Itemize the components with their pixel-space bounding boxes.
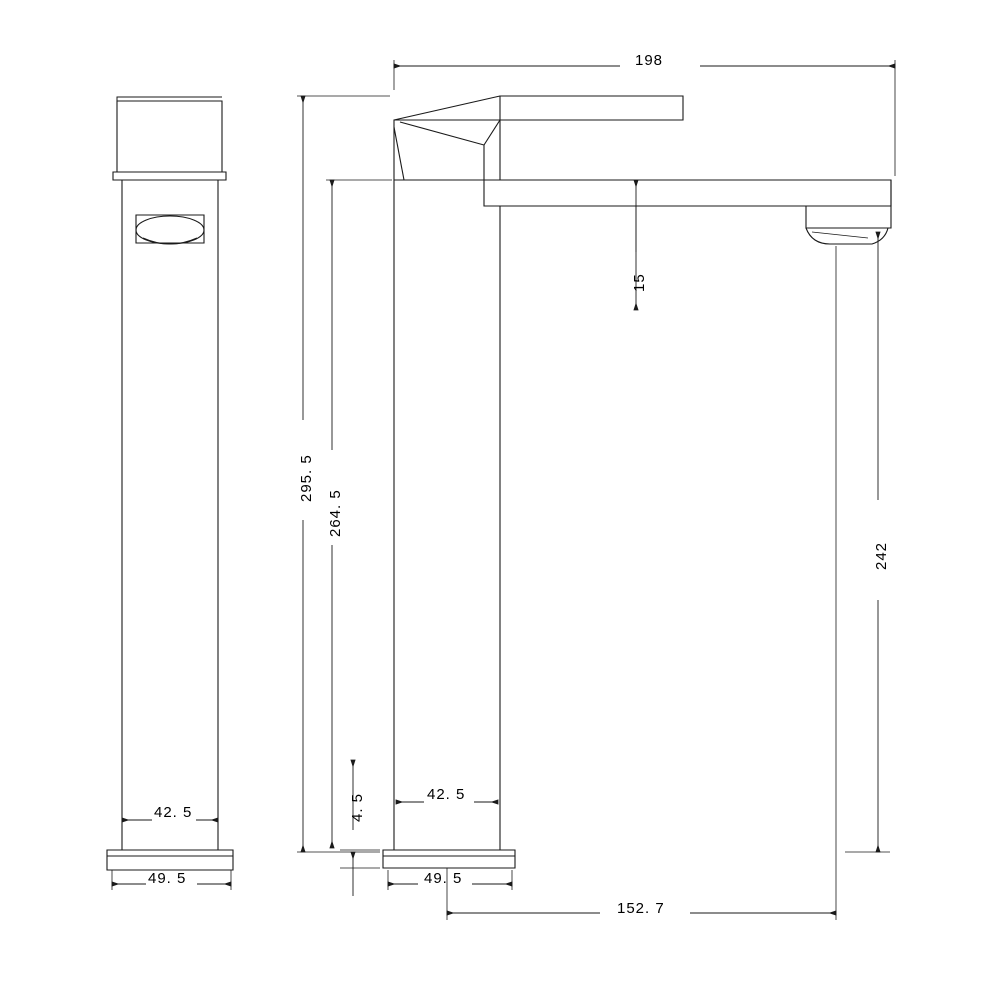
front-body-column <box>394 180 500 850</box>
front-handle-lever <box>500 96 683 120</box>
dimension-label-spout-length: 198 <box>635 52 664 69</box>
dimension-label-body-height: 264. 5 <box>327 489 344 537</box>
front-elevation-view <box>383 96 891 868</box>
front-spout-drop <box>806 180 891 228</box>
front-handle-detail-3 <box>484 120 500 145</box>
side-handle-block <box>117 101 222 172</box>
front-handle-detail-2 <box>400 122 484 180</box>
front-handle-chamfer <box>394 96 500 120</box>
dimension-label-base-thickness: 4. 5 <box>349 792 366 822</box>
side-elevation-view <box>107 97 233 870</box>
side-handle-base <box>113 172 226 180</box>
dimension-label-base-width-front: 49. 5 <box>424 870 463 887</box>
dimension-label-spout-reach: 152. 7 <box>617 900 665 917</box>
dimension-label-body-width-side: 42. 5 <box>154 804 193 821</box>
front-spout-outlet-line <box>812 232 868 238</box>
side-body-column <box>122 180 218 850</box>
dimension-label-spout-thickness: 15 <box>631 273 648 292</box>
dimension-label-body-width-front: 42. 5 <box>427 786 466 803</box>
dimension-label-spout-height: 242 <box>873 541 890 570</box>
front-spout-bar <box>484 180 891 206</box>
front-handle-detail-1 <box>394 127 404 180</box>
dimension-label-base-width-side: 49. 5 <box>148 870 187 887</box>
dimension-base-thickness <box>340 760 380 896</box>
dimension-spout-length <box>394 60 895 176</box>
side-base-flange <box>107 850 233 870</box>
dimension-label-overall-height: 295. 5 <box>298 454 315 502</box>
front-base-flange <box>383 850 515 868</box>
dimension-spout-reach <box>447 246 836 920</box>
